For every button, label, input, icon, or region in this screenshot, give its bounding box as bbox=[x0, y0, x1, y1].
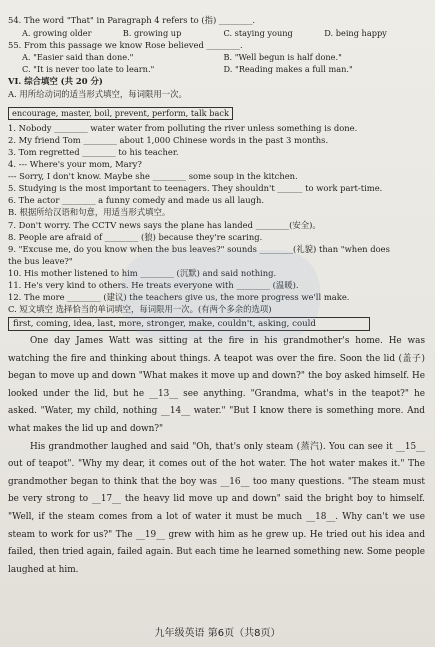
option-d[interactable]: D. being happy bbox=[324, 27, 387, 38]
section-title: VI. 综合填空 (共 20 分) bbox=[8, 76, 103, 86]
item: the bus leave?" bbox=[8, 256, 73, 266]
word-box-c: first, coming, idea, last, more, stronger, make, couldn't, asking, could bbox=[8, 317, 370, 331]
item: 7. Don't worry. The CCTV news says the plane has landed ________(安全)。 bbox=[8, 220, 321, 230]
question-stem: 54. The word "That" in Paragraph 4 refers to (指) ________. bbox=[8, 15, 256, 25]
page-footer: 九年级英语 第6页（共8页） bbox=[154, 628, 281, 639]
option-c[interactable]: C. staying young bbox=[223, 27, 293, 38]
item: 1. Nobody ________ water water from polluting the river unless something is done. bbox=[8, 123, 358, 133]
item: 8. People are afraid of ________ (狼) because they're scaring. bbox=[8, 232, 263, 242]
options bbox=[8, 27, 425, 39]
passage-paragraph-2 bbox=[8, 439, 425, 580]
item: 2. My friend Tom ________ about 1,000 Chinese words in the past 3 months. bbox=[8, 135, 329, 145]
item: 4. --- Where's your mom, Mary? bbox=[8, 159, 142, 169]
item: 10. His mother listened to him ________ (沉默) and said nothing. bbox=[8, 268, 277, 278]
option-a[interactable]: A. "Easier said than done." bbox=[22, 52, 134, 62]
option-b[interactable]: B. growing up bbox=[122, 27, 182, 38]
item: 9. "Excuse me, do you know when the bus leaves?" sounds ________(礼貌) than "when does bbox=[8, 244, 390, 254]
options-row-2 bbox=[8, 63, 425, 75]
part-a-items bbox=[8, 122, 425, 206]
item: --- Sorry, I don't know. Maybe she ________ some soup in the kitchen. bbox=[8, 171, 298, 181]
part-c-instruction: C. 短文填空 选择恰当的单词填空，每词限用一次。(有两个多余的选项) bbox=[8, 304, 272, 314]
question-55 bbox=[8, 39, 425, 76]
item: 6. The actor ________ a funny comedy and made us all laugh. bbox=[8, 195, 265, 205]
question-stem: 55. From this passage we know Rose believed ________. bbox=[8, 39, 243, 50]
part-b-items bbox=[8, 219, 425, 303]
item: 3. Tom regretted ________ to his teacher. bbox=[8, 147, 179, 157]
item: 12. The more ________ (建议) the teachers give us, the more progress we'll make. bbox=[8, 292, 350, 302]
item: 11. He's very kind to others. He treats everyone with ________ (温暖). bbox=[8, 280, 299, 290]
question-54 bbox=[8, 14, 425, 39]
options-row-1 bbox=[8, 51, 425, 63]
option-b[interactable]: B. "Well begun is half done." bbox=[223, 52, 342, 62]
part-b-instruction: B. 根据所给汉语和句意，用适当形式填空。 bbox=[8, 207, 171, 217]
word-box-a: encourage, master, boil, prevent, perform, talk back bbox=[8, 107, 233, 120]
option-c[interactable]: C. "It is never too late to learn." bbox=[22, 64, 155, 74]
part-a-instruction: A. 用所给动词的适当形式填空，每词限用一次。 bbox=[8, 89, 187, 99]
item: 5. Studying is the most important to teenagers. They shouldn't ______ to work part-time. bbox=[8, 183, 383, 193]
option-d[interactable]: D. "Reading makes a full man." bbox=[223, 64, 353, 74]
passage-paragraph-1 bbox=[8, 333, 425, 439]
paragraph-text: His grandmother laughed and said "Oh, that's only steam (蒸汽). You can see it __15__ out of teapot". "Why my dear, it comes out of the hot water. The hot water makes it." The grandmother began to think that the boy was __16__ too many questions. "The steam must be very strong to __17__ the heavy lid move up and down" said the bright boy to himself. "Well, if the steam comes from a lot of water it must be much __18__. Why can't we use steam to work for us?" The __19__ grew with him as he grew up. He tried out his idea and failed, then tried again, failed again. But each time he learned something new. Some people laughed at him. bbox=[8, 441, 425, 575]
paragraph-text: One day James Watt was sitting at the fire in his grandmother's home. He was watching the fire and thinking about things. A teapot was over the fire. Soon the lid (盖子) began to move up and down "What makes it move up and down?" the boy asked himself. He looked under the lid, but he __13__ see anything. "Grandma, what's in the teapot?" he asked. "Water, my child, nothing __14__ water." "But I know there is something more. And what makes the lid up and down?" bbox=[8, 336, 425, 434]
option-a[interactable]: A. growing older bbox=[22, 27, 92, 38]
